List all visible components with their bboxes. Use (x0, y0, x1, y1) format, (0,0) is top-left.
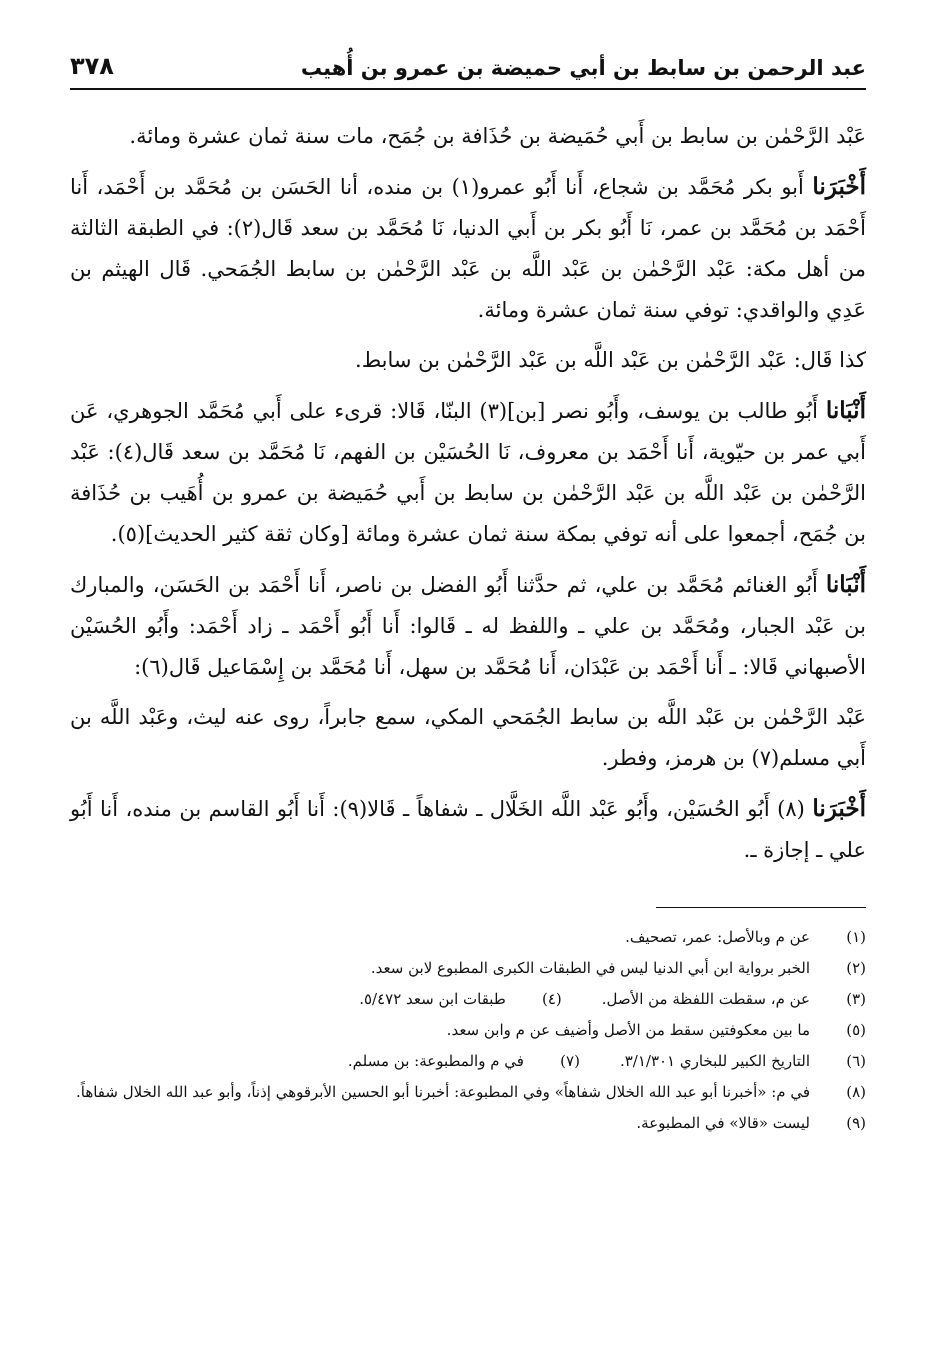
footnote-number: (٨) (846, 1083, 866, 1101)
footnote (359, 984, 562, 1015)
footnote-row (70, 1046, 866, 1077)
footnote (348, 1046, 580, 1077)
running-title: عبد الرحمن بن سابط بن أبي حميضة بن عمرو بن أُهيب (300, 56, 866, 80)
footnote (620, 1046, 866, 1077)
footnote-text: ليست «قالا» في المطبوعة. (636, 1114, 810, 1132)
footnotes (70, 922, 866, 1139)
paragraph-keyword: أَنْبَانا (825, 397, 866, 424)
footnote-number: (٦) (846, 1052, 866, 1070)
paragraph-text: كذا قَال: عَبْد الرَّحْمٰن بن عَبْد اللَّه بن عَبْد الرَّحْمٰن بن سابط. (355, 348, 866, 372)
paragraph-text: (٨) أَبُو الحُسَيْن، وأَبُو عَبْد اللَّه الخَلَّال ـ شفاهاً ـ قَالا(٩): أَنا أَبُو القاسم بن منده، أَنا أَبُو علي ـ إجازة ـ. (70, 797, 866, 862)
paragraph (70, 788, 866, 871)
paragraph-text: عَبْد الرَّحْمٰن بن عَبْد اللَّه بن سابط الجُمَحي المكي، سمع جابراً، روى عنه ليث، وعَبْد اللَّه بن أَبي مسلم(٧) بن هرمز، وفطر. (70, 705, 866, 770)
paragraph-keyword: أَنْبَانا (825, 571, 867, 598)
paragraph (70, 166, 866, 331)
paragraph-keyword: أَخْبَرَنا (812, 795, 866, 822)
footnote (70, 922, 866, 953)
footnote-text: ما بين معكوفتين سقط من الأصل وأضيف عن م وابن سعد. (446, 1021, 810, 1039)
paragraph (70, 340, 866, 381)
footnote (70, 1015, 866, 1046)
paragraph-text: عَبْد الرَّحْمٰن بن سابط بن أَبي حُمَيضة بن حُذَافة بن جُمَح، مات سنة ثمان عشرة ومائة. (129, 124, 866, 148)
footnote-row (70, 984, 866, 1015)
paragraph-keyword: أَخْبَرَنا (812, 173, 866, 200)
footnote-text: الخبر برواية ابن أبي الدنيا ليس في الطبقات الكبرى المطبوع لابن سعد. (370, 959, 810, 977)
paragraph-text: أَبو بكر مُحَمَّد بن شجاع، أَنا أَبُو عمرو(١) بن منده، أنا الحَسَن بن مُحَمَّد بن أَحْمَد، أَنا أَحْمَد بن مُحَمَّد بن عمر، نَا أَبُو بكر بن أَبي الدنيا، نَا مُحَمَّد بن سعد قَال(٢): في الطبقة الثالثة من أهل مكة: عَبْد الرَّحْمٰن بن عَبْد اللَّه بن عَبْد الرَّحْمٰن بن سابط الجُمَحي. قَال الهيثم بن عَدِي والواقدي: توفي سنة ثمان عشرة ومائة. (70, 175, 866, 322)
footnote-number: (٩) (846, 1114, 866, 1132)
footnote (602, 984, 866, 1015)
footnote (70, 1077, 866, 1108)
paragraph (70, 697, 866, 779)
paragraph-text: أَبُو طالب بن يوسف، وأَبُو نصر [بن](٣) البنّا، قَالا: قرىء على أَبي مُحَمَّد الجوهري، عَن أَبي عمر بن حيّوية، أَنا أَحْمَد بن معروف، نَا الحُسَيْن بن الفهم، نَا مُحَمَّد بن سعد قَال(٤): عَبْد الرَّحْمٰن بن عَبْد اللَّه بن عَبْد الرَّحْمٰن بن سابط بن أَبي حُمَيضة بن عمرو بن أُهَيب بن حُذَافة بن جُمَح، أجمعوا على أنه توفي بمكة سنة ثمان عشرة ومائة [وكان ثقة كثير الحديث](٥). (70, 399, 866, 546)
paragraph (70, 564, 866, 688)
footnote-text: في م: «أخبرنا أبو عبد الله الخلال شفاهاً» وفي المطبوعة: أخبرنا أبو الحسين الأبرقوهي إذناً، وأبو عبد الله الخلال شفاهاً. (75, 1083, 810, 1101)
footnote (70, 953, 866, 984)
footnote-text: عن م، سقطت اللفظة من الأصل. (601, 990, 810, 1008)
footnote-number: (٥) (846, 1021, 866, 1039)
footnote-text: طبقات ابن سعد ٥/٤٧٢. (359, 990, 506, 1008)
footnote-number: (٧) (560, 1052, 580, 1070)
footnote-number: (٣) (846, 990, 866, 1008)
footnote-text: عن م وبالأصل: عمر، تصحيف. (625, 928, 810, 946)
paragraph (70, 116, 866, 157)
main-text (70, 116, 866, 871)
footnote-number: (٢) (846, 959, 866, 977)
page-number: ٣٧٨ (70, 52, 114, 80)
paragraph (70, 390, 866, 555)
footnote-number: (٤) (542, 990, 562, 1008)
page-header (70, 52, 866, 90)
footnote-number: (١) (846, 928, 866, 946)
footnote-text: التاريخ الكبير للبخاري ٣/١/٣٠١. (619, 1052, 810, 1070)
footnote-divider (656, 907, 866, 908)
footnote (70, 1108, 866, 1139)
paragraph-text: أَبُو الغنائم مُحَمَّد بن علي، ثم حدَّثنا أَبُو الفضل بن ناصر، أَنا أَحْمَد بن الحَسَن، والمبارك بن عَبْد الجبار، ومُحَمَّد بن علي ـ واللفظ له ـ قَالوا: أَنا أَبُو أَحْمَد ـ زاد أَحْمَد: وأَبُو الحُسَيْن الأصبهاني قَالا: ـ أَنا أَحْمَد بن عَبْدَان، أَنا مُحَمَّد بن سهل، أَنا مُحَمَّد بن إِسْمَاعيل قَال(٦): (70, 573, 866, 679)
footnote-text: في م والمطبوعة: بن مسلم. (347, 1052, 524, 1070)
